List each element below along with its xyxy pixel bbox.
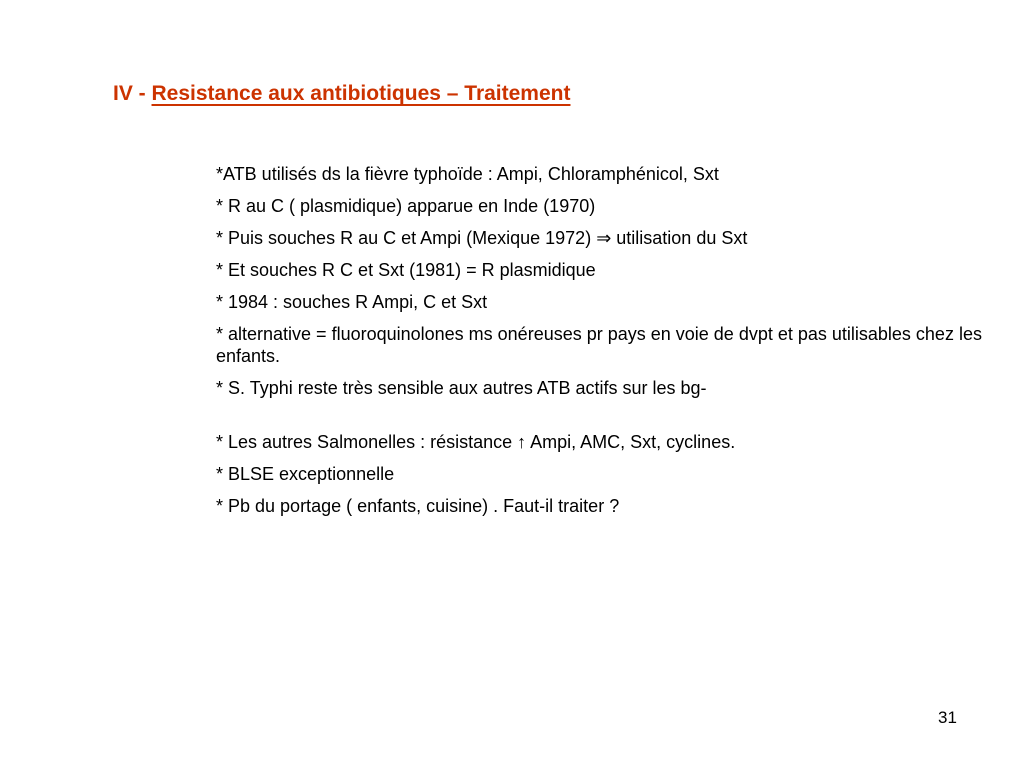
bullet-line: * R au C ( plasmidique) apparue en Inde (1970) — [216, 196, 596, 216]
bullet-line: * Les autres Salmonelles : résistance ↑ Ampi, AMC, Sxt, cyclines. — [216, 432, 736, 452]
bullet-line: *ATB utilisés ds la fièvre typhoïde : Ampi, Chloramphénicol, Sxt — [216, 164, 719, 184]
title-text: Resistance aux antibiotiques – Traitement — [151, 82, 571, 105]
spacer — [216, 409, 996, 431]
bullet-line: * Puis souches R au C et Ampi (Mexique 1972) ⇒ utilisation du Sxt — [216, 228, 748, 248]
slide-title — [113, 82, 570, 106]
title-prefix: IV - — [113, 82, 152, 105]
bullet-line: * BLSE exceptionnelle — [216, 464, 395, 484]
bullet-line: * Et souches R C et Sxt (1981) = R plasmidique — [216, 260, 596, 280]
bullet-line: * S. Typhi reste très sensible aux autres ATB actifs sur les bg- — [216, 378, 707, 398]
page-number: 31 — [938, 708, 957, 727]
bullet-line: * 1984 : souches R Ampi, C et Sxt — [216, 292, 488, 312]
bullet-line: * alternative = fluoroquinolones ms onéreuses pr pays en voie de dvpt et pas utilisables chez les enfants. — [216, 324, 982, 366]
bullet-line: * Pb du portage ( enfants, cuisine) . Faut-il traiter ? — [216, 496, 620, 516]
bullet-list — [216, 163, 996, 527]
